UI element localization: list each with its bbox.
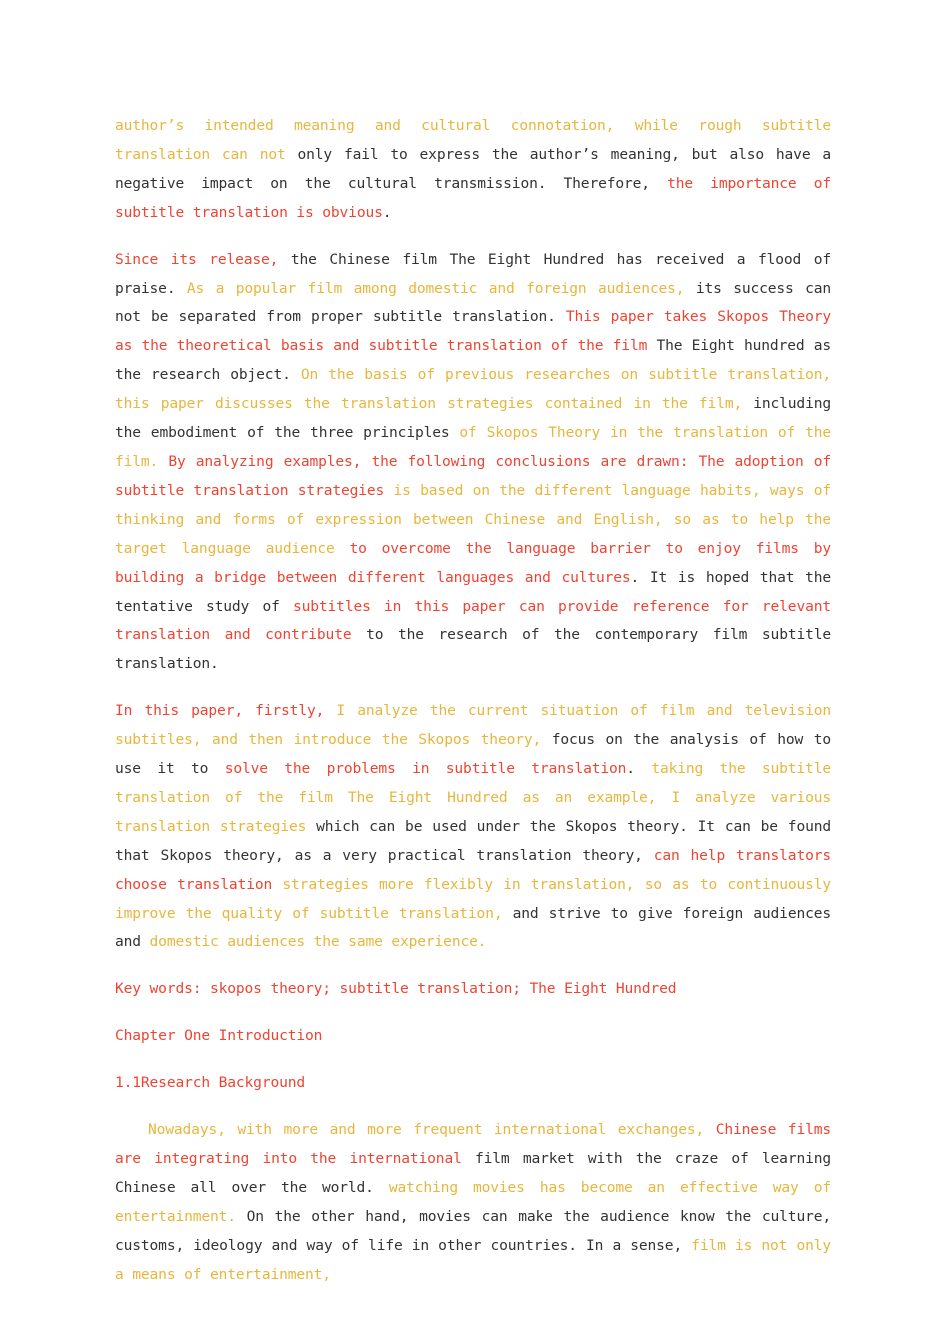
text-segment <box>272 876 282 893</box>
text-segment: By analyzing examples, the following conclusions are drawn: The adoption of subtitle translation strategies <box>115 452 831 499</box>
text-segment: On the other hand, movies can make the audience know the culture, customs, ideology and way of life in other countries. In a sense, <box>115 1207 831 1254</box>
text-segment: author’s intended meaning and cultural connotation, while rough subtitle translation can not <box>115 117 831 163</box>
text-segment: In this paper, firstly, <box>115 702 325 720</box>
text-segment: . <box>626 760 652 778</box>
text-segment <box>335 540 350 557</box>
keywords-line <box>115 975 831 1004</box>
text-segment: I analyze the current situation of film and television subtitles, and then introduce the Skopos theory, <box>115 702 831 749</box>
text-segment: the Chinese film The Eight Hundred has received a flood of praise. <box>115 250 832 297</box>
text-segment: Chinese films are integrating into the international <box>115 1121 831 1167</box>
section-title <box>115 1069 831 1098</box>
document-page <box>115 112 831 1308</box>
text-segment: taking the subtitle translation of the film The Eight Hundred as an example, I analyze various translation strategies <box>115 760 831 835</box>
paragraph-2 <box>115 246 831 680</box>
text-segment: Key words: skopos theory; subtitle translation; The Eight Hundred <box>115 980 677 998</box>
text-segment: . It is hoped that the tentative study of <box>115 568 831 615</box>
text-segment: film market with the craze of learning Chinese all over the world. <box>115 1150 832 1196</box>
text-segment: to the research of the contemporary film subtitle translation. <box>115 626 832 673</box>
text-segment: domestic audiences the same experience. <box>149 933 487 951</box>
text-segment: Chapter One Introduction <box>115 1027 323 1045</box>
text-segment: film is not only a means of entertainment, <box>115 1236 831 1283</box>
text-segment: focus on the analysis of how to use it to <box>115 731 831 778</box>
text-segment: including the embodiment of the three principles <box>115 395 831 442</box>
text-segment: of Skopos Theory in the translation of the film. <box>115 424 831 470</box>
text-segment: 1.1Research Background <box>115 1074 305 1092</box>
text-segment: solve the problems in subtitle translation <box>224 760 627 778</box>
text-segment: Nowadays, with more and more frequent international exchanges, <box>148 1121 705 1139</box>
paragraph-4 <box>115 1116 831 1289</box>
text-segment: which can be used under the Skopos theory. It can be found that Skopos theory, as a very practical translation theory, <box>115 817 831 864</box>
text-segment: The Eight hundred as the research object. <box>115 337 831 384</box>
text-segment: can help translators choose translation <box>115 846 831 893</box>
text-segment: is based on the different language habits, ways of thinking and forms of expression between Chinese and English, so as to help the target language audience <box>115 481 832 557</box>
text-segment: . <box>382 203 392 221</box>
text-segment <box>384 482 393 499</box>
text-segment: its success can not be separated from proper subtitle translation. <box>115 279 831 326</box>
text-segment: the importance of subtitle translation is obvious <box>115 174 831 221</box>
text-segment: On the basis of previous researches on subtitle translation, this paper discusses the translation strategies contained in the film, <box>115 366 831 413</box>
chapter-title <box>115 1022 831 1051</box>
text-segment: only fail to express the author’s meaning, but also have a negative impact on the cultural transmission. Therefore, <box>115 145 831 192</box>
text-segment: to overcome the language barrier to enjoy films by building a bridge between different languages and cultures <box>115 539 831 586</box>
text-segment: subtitles in this paper can provide reference for relevant translation and contribute <box>115 597 831 644</box>
text-segment <box>324 702 336 719</box>
paragraph-3 <box>115 697 831 957</box>
text-segment <box>158 453 168 470</box>
text-segment: As a popular film among domestic and foreign audiences, <box>186 279 685 297</box>
text-segment <box>704 1121 716 1138</box>
text-segment: strategies more flexibly in translation, so as to continuously improve the quality of subtitle translation, <box>115 875 832 922</box>
text-segment: This paper takes Skopos Theory as the theoretical basis and subtitle translation of the film <box>115 308 831 355</box>
text-segment: and strive to give foreign audiences and <box>115 904 831 951</box>
paragraph-1 <box>115 112 831 228</box>
text-segment: watching movies has become an effective way of entertainment. <box>115 1178 831 1225</box>
text-segment: Since its release, <box>115 250 279 268</box>
